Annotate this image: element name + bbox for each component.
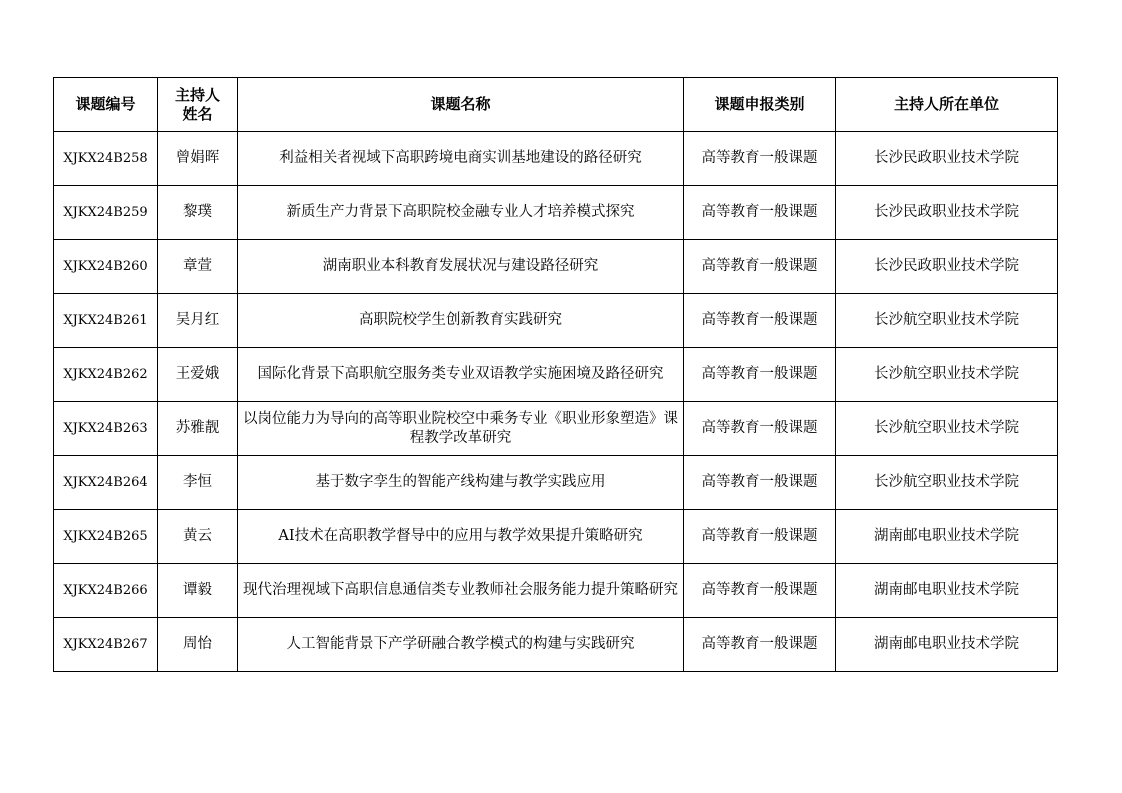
- cell-host: 吴月红: [158, 294, 238, 348]
- cell-host: 周怡: [158, 618, 238, 672]
- header-topic: 课题名称: [238, 78, 684, 132]
- cell-code: XJKX24B266: [54, 564, 158, 618]
- table-row: [54, 456, 1058, 510]
- cell-unit: 长沙航空职业技术学院: [836, 348, 1058, 402]
- cell-host: 章萱: [158, 240, 238, 294]
- cell-unit: 长沙民政职业技术学院: [836, 186, 1058, 240]
- cell-host: 苏雅靓: [158, 402, 238, 456]
- project-table: [53, 77, 1058, 672]
- header-code: 课题编号: [54, 78, 158, 132]
- cell-code: XJKX24B263: [54, 402, 158, 456]
- cell-category: 高等教育一般课题: [684, 294, 836, 348]
- cell-topic: 基于数字孪生的智能产线构建与教学实践应用: [238, 456, 684, 510]
- cell-category: 高等教育一般课题: [684, 618, 836, 672]
- cell-code: XJKX24B261: [54, 294, 158, 348]
- cell-category: 高等教育一般课题: [684, 456, 836, 510]
- table-row: [54, 564, 1058, 618]
- cell-topic: 现代治理视域下高职信息通信类专业教师社会服务能力提升策略研究: [238, 564, 684, 618]
- table-row: [54, 510, 1058, 564]
- cell-category: 高等教育一般课题: [684, 402, 836, 456]
- table-row: [54, 294, 1058, 348]
- cell-category: 高等教育一般课题: [684, 240, 836, 294]
- cell-topic: AI技术在高职教学督导中的应用与教学效果提升策略研究: [238, 510, 684, 564]
- table-row: [54, 618, 1058, 672]
- cell-topic: 湖南职业本科教育发展状况与建设路径研究: [238, 240, 684, 294]
- cell-code: XJKX24B259: [54, 186, 158, 240]
- project-table-container: [53, 77, 1058, 672]
- cell-topic: 利益相关者视域下高职跨境电商实训基地建设的路径研究: [238, 132, 684, 186]
- header-host-line2: 姓名: [182, 104, 213, 123]
- cell-code: XJKX24B264: [54, 456, 158, 510]
- cell-host: 黎璞: [158, 186, 238, 240]
- cell-code: XJKX24B262: [54, 348, 158, 402]
- cell-topic: 国际化背景下高职航空服务类专业双语教学实施困境及路径研究: [238, 348, 684, 402]
- cell-unit: 长沙航空职业技术学院: [836, 294, 1058, 348]
- table-row: [54, 348, 1058, 402]
- table-row: [54, 402, 1058, 456]
- cell-host: 黄云: [158, 510, 238, 564]
- cell-code: XJKX24B265: [54, 510, 158, 564]
- cell-unit: 湖南邮电职业技术学院: [836, 564, 1058, 618]
- cell-host: 李恒: [158, 456, 238, 510]
- cell-host: 谭毅: [158, 564, 238, 618]
- cell-topic: 高职院校学生创新教育实践研究: [238, 294, 684, 348]
- cell-unit: 湖南邮电职业技术学院: [836, 510, 1058, 564]
- cell-host: 王爱娥: [158, 348, 238, 402]
- header-category: 课题申报类别: [684, 78, 836, 132]
- cell-category: 高等教育一般课题: [684, 564, 836, 618]
- cell-unit: 长沙民政职业技术学院: [836, 240, 1058, 294]
- header-host: [158, 78, 238, 132]
- cell-code: XJKX24B260: [54, 240, 158, 294]
- table-row: [54, 186, 1058, 240]
- table-row: [54, 240, 1058, 294]
- header-unit: 主持人所在单位: [836, 78, 1058, 132]
- cell-category: 高等教育一般课题: [684, 186, 836, 240]
- cell-code: XJKX24B258: [54, 132, 158, 186]
- cell-unit: 长沙航空职业技术学院: [836, 402, 1058, 456]
- cell-host: 曾娟晖: [158, 132, 238, 186]
- cell-unit: 长沙航空职业技术学院: [836, 456, 1058, 510]
- cell-category: 高等教育一般课题: [684, 348, 836, 402]
- table-row: [54, 132, 1058, 186]
- cell-code: XJKX24B267: [54, 618, 158, 672]
- cell-unit: 长沙民政职业技术学院: [836, 132, 1058, 186]
- header-host-line1: 主持人: [174, 85, 220, 104]
- cell-unit: 湖南邮电职业技术学院: [836, 618, 1058, 672]
- cell-topic: 人工智能背景下产学研融合教学模式的构建与实践研究: [238, 618, 684, 672]
- cell-topic: 以岗位能力为导向的高等职业院校空中乘务专业《职业形象塑造》课程教学改革研究: [238, 402, 684, 456]
- cell-category: 高等教育一般课题: [684, 510, 836, 564]
- cell-topic: 新质生产力背景下高职院校金融专业人才培养模式探究: [238, 186, 684, 240]
- cell-category: 高等教育一般课题: [684, 132, 836, 186]
- table-header-row: [54, 78, 1058, 132]
